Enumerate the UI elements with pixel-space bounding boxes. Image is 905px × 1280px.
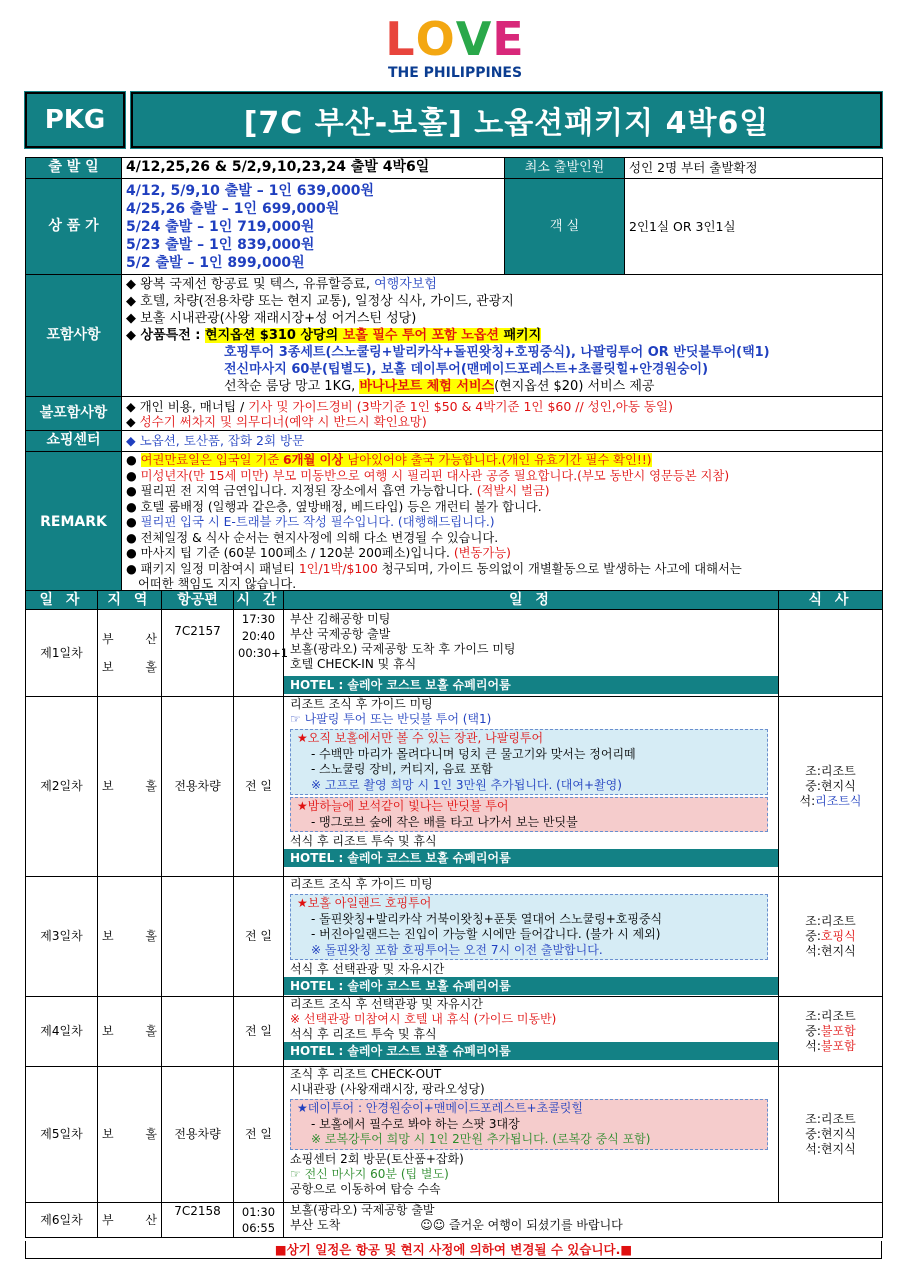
day-row (26, 697, 883, 877)
region: 보 홀 (98, 697, 162, 877)
excl-text: ◆ (126, 413, 140, 429)
price-item: 4/25,26 출발 – 1인 699,000원 (126, 200, 340, 217)
day-label: 제2일차 (26, 697, 98, 877)
itinerary-line: 부산 도착 (290, 1218, 341, 1232)
itinerary-line: 보홀(팡라오) 국제공항 도착 후 가이드 미팅 (290, 642, 516, 656)
col-day: 일 자 (26, 591, 98, 610)
itinerary-line: 석식 후 리조트 투숙 및 휴식 (290, 1027, 437, 1041)
day-row (26, 610, 883, 697)
tour-line: - 보홀에서 필수로 봐야 하는 스팟 3대장 (311, 1116, 520, 1131)
transport (162, 997, 234, 1067)
tour-box (290, 1099, 768, 1150)
region: 보 홀 (98, 997, 162, 1067)
incl-label: 포함사항 (26, 275, 122, 397)
meal-item: 석:현지식 (805, 1142, 856, 1156)
time: 전 일 (234, 877, 284, 997)
region: 부 산 (98, 1203, 162, 1238)
itinerary (284, 610, 779, 697)
itinerary-line: ※ 선택관광 미참여시 호텔 내 휴식 (가이드 미동반) (290, 1012, 557, 1026)
remark-text: ● (126, 453, 141, 467)
incl-text: ◆ 상품특전 : (126, 328, 206, 343)
day-label: 제5일차 (26, 1067, 98, 1203)
remark-text: ● 마사지 팁 기준 (60분 100페소 / 120분 200페소)입니다. (126, 546, 454, 560)
price-label: 상 품 가 (26, 179, 122, 275)
shop-label: 쇼핑센터 (26, 431, 122, 452)
pkg-label: PKG (25, 92, 125, 148)
time: 20:40 (241, 629, 276, 643)
hotel-bar: HOTEL : 솔레아 코스트 보홀 슈페리어룸 (284, 977, 778, 995)
day-label: 제6일차 (26, 1203, 98, 1238)
meal-item: 조:리조트 (805, 764, 856, 778)
remark-text: 여권만료일은 입국일 기준 (140, 453, 284, 467)
meal (779, 877, 883, 997)
day-row (26, 1203, 883, 1238)
tour-box (290, 729, 768, 795)
remark-label: REMARK (26, 452, 122, 595)
meal-item: 불포함 (820, 1039, 856, 1053)
day-row (26, 877, 883, 997)
tour-title: ★오직 보홀에서만 볼 수 있는 장관, 나팔링투어 (297, 731, 544, 745)
time: 17:30 (241, 612, 276, 626)
depart-label: 출 발 일 (26, 158, 122, 179)
excl-text: ◆ 개인 비용, 매너팁 / (126, 398, 249, 414)
incl-text: ◆ 왕복 국제선 항공료 및 텍스, 유류할증료, (126, 277, 375, 292)
price-list (122, 179, 505, 275)
meal-item: 중: (805, 1024, 821, 1038)
itinerary-line: 조식 후 리조트 CHECK-OUT (290, 1067, 442, 1081)
tour-box (290, 797, 768, 832)
remark-text: ● 호텔 룸배정 (일행과 같은층, 옆방배정, 베드타입) 등은 개런티 불가 합니다. (126, 499, 542, 514)
remark-text: ● 전체일정 & 식사 순서는 현지사정에 의해 다소 변경될 수 있습니다. (126, 530, 499, 545)
itinerary-line: 부산 김해공항 미팅 (290, 612, 391, 626)
meal-item: 석:현지식 (805, 944, 856, 958)
incl-text: 현지옵션 $310 상당의 (205, 328, 343, 343)
hotel-bar: HOTEL : 솔레아 코스트 보홀 슈페리어룸 (284, 676, 778, 694)
tour-line: - 스노쿨링 장비, 커티지, 음료 포함 (311, 762, 493, 776)
col-region: 지 역 (98, 591, 162, 610)
incl-content (122, 275, 883, 397)
time: 01:30 (241, 1205, 276, 1219)
tour-box (290, 894, 768, 960)
itinerary-line: 리조트 조식 후 가이드 미팅 (290, 697, 433, 711)
tour-line: ※ 고프로 촬영 희망 시 1인 3만원 추가됩니다. (대여+촬영) (311, 777, 622, 792)
tour-title: ★보홀 아일랜드 호핑투어 (297, 896, 432, 910)
excl-text: 기사 및 가이드경비 (3박기준 1인 $50 & 4박기준 1인 $60 // 성인,아동 동일) (248, 398, 673, 414)
region: 부 산 (102, 632, 157, 646)
tour-line: ※ 로복강투어 희망 시 1인 2만원 추가됩니다. (로복강 중식 포함) (311, 1132, 651, 1146)
remark-text: 1인/1박/$100 (298, 561, 378, 576)
itinerary-line: 공항으로 이동하여 탑승 수속 (290, 1181, 441, 1196)
farewell-line: ☺☺ 즐거운 여행이 되셨기를 바랍니다 (420, 1218, 623, 1232)
price-item: 5/2 출발 – 1인 899,000원 (126, 254, 305, 271)
region: 보 홀 (98, 877, 162, 997)
incl-text: 바나나보트 체험 서비스 (359, 379, 495, 394)
shop-value: ◆ 노옵션, 토산품, 잡화 2회 방문 (122, 431, 883, 452)
itinerary-line: 시내관광 (사왕재래시장, 팡라오성당) (290, 1082, 485, 1096)
remark-text: ● (126, 515, 141, 529)
meal-item: 중:현지식 (805, 1127, 856, 1141)
transport: 전용차량 (162, 697, 234, 877)
itinerary (284, 877, 779, 997)
itinerary-line: 석식 후 선택관광 및 자유시간 (290, 962, 445, 976)
itinerary-line: 쇼핑센터 2회 방문(토산품+잡화) (290, 1151, 464, 1166)
tour-line: - 버진아일랜드는 진입이 가능할 시에만 들어갑니다. (불가 시 제외) (311, 927, 661, 941)
col-meal: 식 사 (779, 591, 883, 610)
remark-text: 청구되며, 가이드 동의없이 개별활동으로 발생하는 사고에 대해서는 (377, 561, 742, 576)
remark-text: ● (126, 468, 141, 483)
meal-item: 조:리조트 (805, 1009, 856, 1023)
remark-text: 미성년자(만 15세 미만) 부모 미동반으로 여행 시 필리핀 대사관 공증 필요합니다.(부모 동반시 영문등본 지참) (140, 468, 730, 483)
meal (779, 697, 883, 877)
meal-item: 중:현지식 (805, 779, 856, 793)
day-row (26, 997, 883, 1067)
logo-subtitle: THE PHILIPPINES (387, 65, 523, 81)
tour-line: - 수백만 마리가 몰려다니며 덩치 큰 물고기와 맞서는 정어리떼 (311, 746, 636, 761)
logo-word: LOVE (385, 12, 525, 66)
day-row (26, 1067, 883, 1203)
itinerary (284, 1067, 779, 1203)
remark-text: 어떠한 책임도 지지 않습니다. (138, 577, 297, 591)
room-value: 2인1실 OR 3인1실 (625, 179, 883, 275)
region: 보 홀 (98, 1067, 162, 1203)
incl-text: 선착순 룸당 망고 1KG, (224, 379, 360, 394)
footer-note: ■상기 일정은 항공 및 현지 사정에 의하여 변경될 수 있습니다.■ (25, 1241, 882, 1259)
day-label: 제4일차 (26, 997, 98, 1067)
excl-label: 불포함사항 (26, 397, 122, 431)
meal (779, 610, 883, 697)
incl-text: 호핑투어 3종세트(스노쿨링+발리카삭+돌핀왓칭+호핑중식), 나팔링투어 OR 반딧불투어(택1) (224, 345, 770, 360)
depart-value: 4/12,25,26 & 5/2,9,10,23,24 출발 4박6일 (122, 158, 505, 179)
col-time: 시 간 (234, 591, 284, 610)
tour-line: - 맹그로브 숲에 작은 배를 타고 나가서 보는 반딧불 (311, 814, 578, 829)
min-value: 성인 2명 부터 출발확정 (625, 158, 883, 179)
itinerary-line: 석식 후 리조트 투숙 및 휴식 (290, 834, 437, 848)
time: 전 일 (234, 997, 284, 1067)
price-item: 4/12, 5/9,10 출발 – 1인 639,000원 (126, 182, 375, 199)
love-philippines-logo (365, 14, 545, 86)
remark-content (122, 452, 883, 595)
remark-text: ● 필리핀 전 지역 금연입니다. 지정된 장소에서 흡연 가능합니다. (126, 484, 477, 498)
day-label: 제3일차 (26, 877, 98, 997)
incl-text: 보홀 필수 투어 포함 노옵션 (342, 328, 499, 343)
meal-item: 리조트식 (815, 794, 862, 808)
itinerary-line: 부산 국제공항 출발 (290, 627, 391, 641)
incl-text: 여행자보험 (374, 277, 437, 292)
meal-item: 호핑식 (820, 929, 856, 943)
tour-line: - 돌핀왓칭+발리카삭 거북이왓칭+푼톳 열대어 스노쿨링+호핑중식 (311, 911, 663, 926)
itinerary-line: 보홀(팡라오) 국제공항 출발 (290, 1203, 435, 1217)
time: 00:30+1 (238, 646, 289, 660)
transport (162, 877, 234, 997)
remark-text: 6개월 이상 (283, 453, 344, 467)
min-label: 최소 출발인원 (505, 158, 625, 179)
excl-text: 성수기 써차지 및 의무디너(예약 시 반드시 확인요망) (139, 413, 427, 429)
remark-text: 남아있어야 출국 가능합니다.(개인 유효기간 필수 확인!!) (343, 453, 652, 467)
itinerary-line: 호텔 CHECK-IN 및 휴식 (290, 657, 417, 671)
meal-item: 석: (805, 1039, 821, 1053)
remark-text: ● 패키지 일정 미참여시 패널티 (126, 561, 299, 576)
meal-item: 석: (799, 794, 816, 808)
meal-item: 불포함 (820, 1024, 856, 1038)
room-label: 객 실 (505, 179, 625, 275)
schedule-table (25, 590, 883, 1238)
region: 보 홀 (102, 660, 157, 674)
transport: 전용차량 (162, 1067, 234, 1203)
itinerary (284, 697, 779, 877)
col-itinerary: 일 정 (284, 591, 779, 610)
remark-text: (변동가능) (453, 546, 511, 560)
remark-text: (적발시 벌금) (476, 484, 550, 498)
remark-text: 필리핀 입국 시 E-트래블 카드 작성 필수입니다. (대행해드립니다.) (140, 515, 495, 529)
price-item: 5/23 출발 – 1인 839,000원 (126, 236, 315, 253)
itinerary-line: 리조트 조식 후 선택관광 및 자유시간 (290, 997, 483, 1011)
flight: 7C2158 (162, 1203, 234, 1238)
itinerary-line: ☞ 전신 마사지 60분 (팁 별도) (290, 1166, 449, 1181)
incl-text: 전신마사지 60분(팁별도), 보홀 데이투어(맨메이드포레스트+초콜릿힐+안경원숭이) (224, 362, 709, 377)
meal-item: 조:리조트 (805, 1112, 856, 1126)
meal-item: 중: (805, 929, 821, 943)
hotel-bar: HOTEL : 솔레아 코스트 보홀 슈페리어룸 (284, 1042, 778, 1060)
itinerary (284, 1203, 883, 1238)
itinerary-line: 리조트 조식 후 가이드 미팅 (290, 877, 433, 891)
hotel-bar: HOTEL : 솔레아 코스트 보홀 슈페리어룸 (284, 849, 778, 867)
meal (779, 1067, 883, 1203)
itinerary-line: ☞ 나팔링 투어 또는 반딧불 투어 (택1) (290, 712, 492, 726)
page-title: [7C 부산-보홀] 노옵션패키지 4박6일 (131, 92, 882, 148)
flight: 7C2157 (162, 610, 234, 697)
incl-text: ◆ 보홀 시내관광(사왕 재래시장+성 어거스틴 성당) (126, 311, 417, 326)
incl-text: ◆ 호텔, 차량(전용차량 또는 현지 교통), 일정상 식사, 가이드, 관광지 (126, 294, 514, 309)
incl-text: 패키지 (498, 328, 542, 343)
time: 전 일 (234, 1067, 284, 1203)
time: 06:55 (241, 1221, 276, 1235)
tour-title: ★밤하늘에 보석같이 빛나는 반딧불 투어 (297, 799, 509, 813)
incl-text: (현지옵션 $20) 서비스 제공 (494, 379, 655, 394)
meal-item: 조:리조트 (805, 914, 856, 928)
time: 전 일 (234, 697, 284, 877)
info-table (25, 157, 883, 595)
day-label: 제1일차 (26, 610, 98, 697)
meal (779, 997, 883, 1067)
price-item: 5/24 출발 – 1인 719,000원 (126, 218, 315, 235)
itinerary (284, 997, 779, 1067)
tour-line: ※ 돌핀왓칭 포함 호핑투어는 오전 7시 이전 출발합니다. (311, 942, 603, 957)
tour-title: ★데이투어 : 안경원숭이+맨메이드포레스트+초콜릿힐 (297, 1101, 583, 1115)
col-flight: 항공편 (162, 591, 234, 610)
excl-content (122, 397, 883, 431)
